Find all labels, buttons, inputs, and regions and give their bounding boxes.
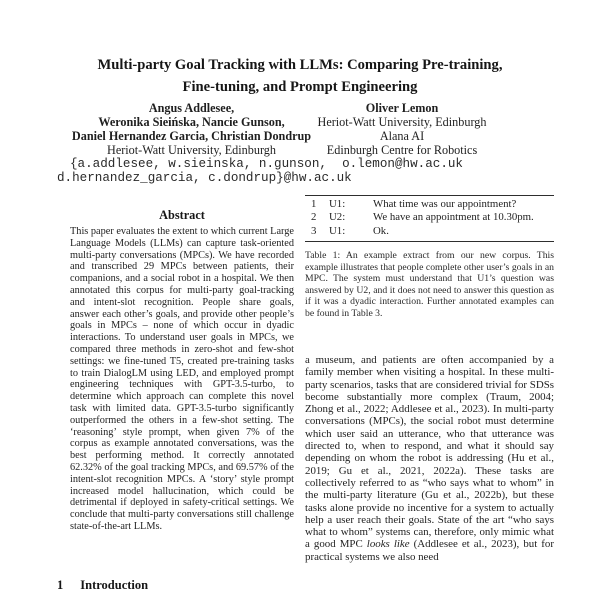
table-row — [305, 211, 554, 224]
author-block-left — [43, 101, 340, 157]
author-affiliation: Edinburgh Centre for Robotics — [326, 143, 478, 157]
table-1 — [305, 195, 554, 242]
author-name: Oliver Lemon — [365, 101, 439, 115]
paper-title — [0, 55, 600, 98]
table-cell-utterance: What time was our appointment? — [373, 198, 517, 210]
table-cell-turn-number: 1 — [311, 198, 317, 210]
abstract-text: This paper evaluates the extent to which current Large Language Models (LLMs) can capture task-oriented multi-party conversations (MPCs). We have recorded and transcribed 29 MPCs between patients, their companions, and a social robot in a hospital. We then annotated this corpus for multi-party goal-tracking and intent-slot recognition. People share goals, answer each other’s goals, and provide other people’s goals in MPCs – none of which occur in dyadic interactions. To understand user goals in MPCs, we compared three methods in zero-shot and few-shot settings: we fine-tuned T5, created pre-training tasks to train DialogLM using LED, and employed prompt engineering techniques with GPT-3.5-turbo, to determine which approach can complete this novel task with limited data. GPT-3.5-turbo significantly outperformed the others in a few-shot setting. The ‘reasoning’ style prompt, when given 7% of the corpus as example annotated conversations, was the best performing method. It correctly annotated 62.32% of the goal tracking MPCs, and 69.57% of the intent-slot recognition MPCs. A ‘story’ style prompt increased model hallucination, which could be detrimental if deployed in safety-critical settings. We conclude that multi-party conversations still challenge state-of-the-art LLMs. — [70, 226, 294, 532]
author-name: Angus Addlesee, — [148, 101, 235, 115]
introduction-body-text — [305, 354, 554, 600]
body-text-segment: (Addlesee et al., 2023), but for practical systems we also need — [305, 538, 554, 563]
body-text-italic-segment: looks like — [366, 538, 410, 551]
table-cell-utterance: Ok. — [373, 224, 389, 237]
author-block-right — [308, 101, 496, 157]
table-cell-turn-number: 2 — [311, 211, 317, 224]
table-1-caption: Table 1: An example extract from our new corpus. This example illustrates that people complete other user’s goals in an MPC. The system must understand that U1’s question was answered by U2, and it does not need to answer this question as if it was a dyadic interaction. Further annotated examples can be found in Table 3. — [305, 250, 554, 319]
author-emails-line2: d.hernandez_garcia, c.dondrup}@hw.ac.uk — [57, 171, 352, 185]
author-affiliation: Heriot-Watt University, Edinburgh — [317, 115, 487, 129]
author-name: Daniel Hernandez Garcia, Christian Dondrup — [71, 129, 312, 143]
table-cell-utterance: We have an appointment at 10.30pm. — [373, 211, 534, 224]
table-cell-turn-number: 3 — [311, 224, 317, 237]
table-cell-speaker: U1: — [329, 224, 346, 237]
table-cell-speaker: U1: — [329, 198, 346, 210]
author-affiliation: Heriot-Watt University, Edinburgh — [107, 143, 276, 157]
author-emails-line1: {a.addlesee, w.sieinska, n.gunson, o.lemon@hw.ac.uk — [70, 157, 463, 171]
section-title: Introduction — [80, 578, 149, 592]
section-heading-introduction — [57, 578, 300, 593]
author-affiliation: Alana AI — [379, 129, 425, 143]
section-number: 1 — [57, 578, 64, 592]
abstract-heading: Abstract — [159, 208, 205, 222]
body-text-segment: a museum, and patients are often accompanied by a family member when visiting a hospital. In these multi-party scenarios, tasks that are considered trivial for SDSs become substantially more complex (Traum, 2004; Zhong et al., 2022; Addlesee et al., 2023). In multi-party conversations (MPCs), the social robot must determine which user said an utterance, who that utterance was directed to, when to respond, and what it should say depending on whom the robot is addressing (Hu et al., 2019; Gu et al., 2021, 2022a). These tasks are collectively referred to as “who says what to whom” in the multi-party literature (Gu et al., 2022b), but these tasks alone provide no incentive for a system to actually help a user reach their goals. State of the art “who says what to whom” systems can, therefore, only mimic what a good MPC — [305, 354, 554, 551]
table-row — [305, 225, 554, 238]
paper-title-line1: Multi-party Goal Tracking with LLMs: Comparing Pre-training, — [97, 57, 503, 73]
table-row — [305, 198, 554, 211]
table-cell-speaker: U2: — [329, 211, 346, 224]
author-name: Weronika Sieińska, Nancie Gunson, — [98, 115, 285, 129]
paper-title-line2: Fine-tuning, and Prompt Engineering — [182, 78, 418, 95]
